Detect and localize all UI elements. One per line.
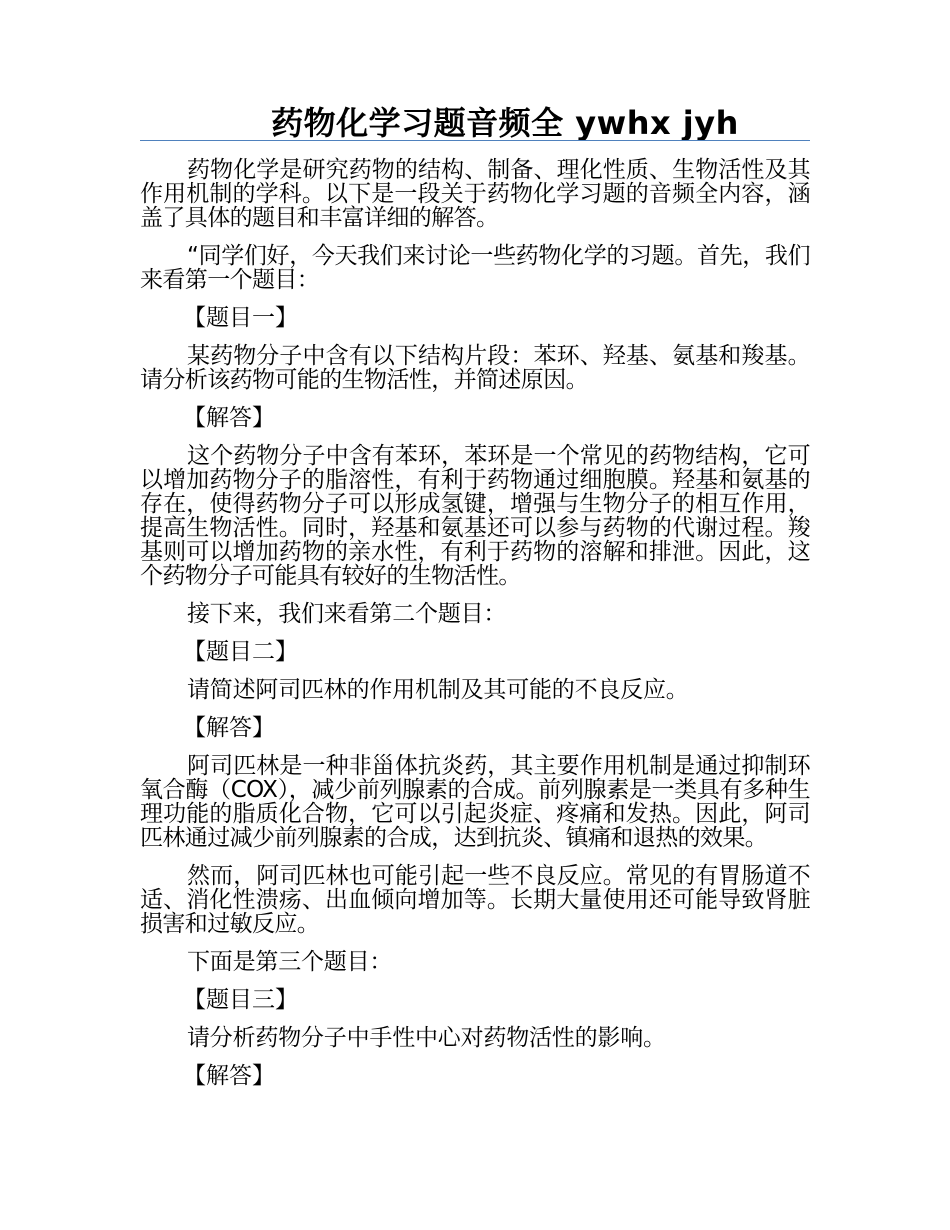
- transition-question-3: 下面是第三个题目：: [187, 949, 393, 975]
- intro-paragraph: 药物化学是研究药物的结构、制备、理化性质、生物活性及其作用机制的学科。以下是一段关于药物化学习题的音频全内容，涵盖了具体的题目和丰富详细的解答。: [140, 157, 810, 231]
- transition-question-2: 接下来，我们来看第二个题目：: [187, 601, 507, 627]
- question-1-text: 某药物分子中含有以下结构片段：苯环、羟基、氨基和羧基。请分析该药物可能的生物活性，并简述原因。: [140, 343, 810, 393]
- question-3-heading: 【题目三】: [183, 987, 298, 1013]
- question-3-text: 请分析药物分子中手性中心对药物活性的影响。: [187, 1025, 666, 1051]
- greeting-paragraph: “同学们好，今天我们来讨论一些药物化学的习题。首先，我们来看第一个题目：: [140, 243, 810, 293]
- title-underline: [140, 140, 810, 141]
- answer-2-text-2: 然而，阿司匹林也可能引起一些不良反应。常见的有胃肠道不适、消化性溃疡、出血倾向增加等。长期大量使用还可能导致肾脏损害和过敏反应。: [140, 863, 810, 937]
- question-2-heading: 【题目二】: [183, 639, 298, 665]
- answer-3-heading: 【解答】: [183, 1063, 275, 1089]
- question-1-heading: 【题目一】: [183, 305, 298, 331]
- document-body: [140, 158, 810, 1102]
- answer-2-text-1: 阿司匹林是一种非甾体抗炎药，其主要作用机制是通过抑制环氧合酶（COX），减少前列腺素的合成。前列腺素是一类具有多种生理功能的脂质化合物，它可以引起炎症、疼痛和发热。因此，阿司匹林通过减少前列腺素的合成，达到抗炎、镇痛和退热的效果。: [140, 753, 810, 851]
- answer-1-text: 这个药物分子中含有苯环，苯环是一个常见的药物结构，它可以增加药物分子的脂溶性，有利于药物通过细胞膜。羟基和氨基的存在，使得药物分子可以形成氢键，增强与生物分子的相互作用，提高生物活性。同时，羟基和氨基还可以参与药物的代谢过程。羧基则可以增加药物的亲水性，有利于药物的溶解和排泄。因此，这个药物分子可能具有较好的生物活性。: [140, 443, 810, 589]
- document-title: 药物化学习题音频全 ywhx jyh: [271, 104, 739, 142]
- answer-2-heading: 【解答】: [183, 715, 275, 741]
- answer-1-heading: 【解答】: [183, 405, 275, 431]
- question-2-text: 请简述阿司匹林的作用机制及其可能的不良反应。: [187, 677, 689, 703]
